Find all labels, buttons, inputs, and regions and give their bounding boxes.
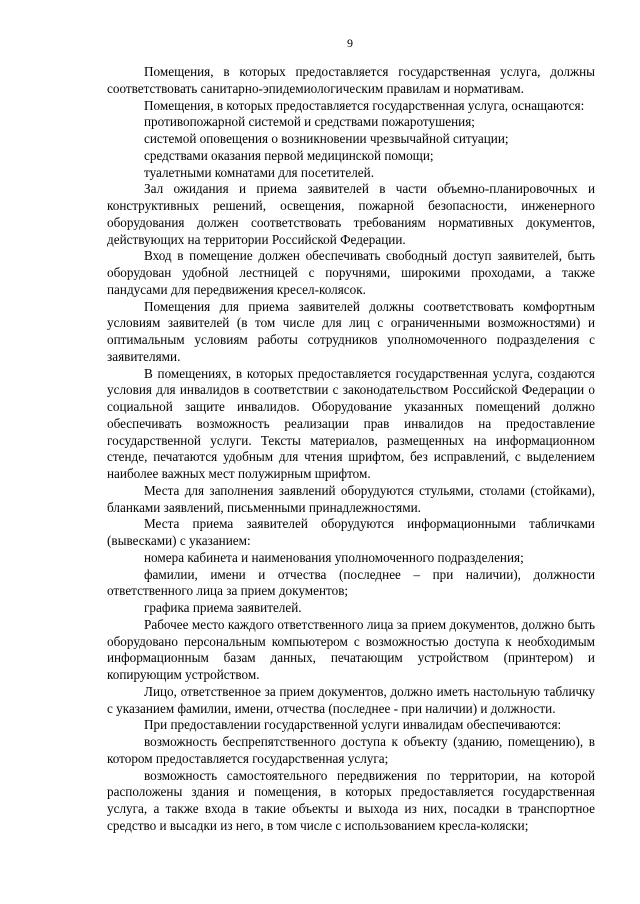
list-item-toilets: туалетными комнатами для посетителей. xyxy=(144,164,374,180)
document-body xyxy=(107,64,595,835)
paragraph-waiting-hall: Зал ожидания и приема заявителей в части объемно-планировочных и конструктивных решений, освещения, пожарной безопасности, инженерного оборудования должен соответствовать требованиям нормативных документов, действующих на территории Российской Федерации. xyxy=(107,181,595,247)
document-page xyxy=(107,36,595,835)
paragraph-disabled-conditions: В помещениях, в которых предоставляется государственная услуга, создаются условия для инвалидов в соответствии с законодательством Российской Федерации о социальной защите инвалидов. Оборудование указанных помещений должно обеспечивать возможность реализации прав инвалидов на предоставление государственной услуги. Тексты материалов, размещенных на информационном стенде, печатаются удобным для чтения шрифтом, без исправлений, с выделением наиболее важных мест полужирным шрифтом. xyxy=(107,365,595,481)
paragraph-reception-rooms: Помещения для приема заявителей должны соответствовать комфортным условиям заявителей (в том числе для лиц с ограниченными возможностями) и оптимальным условиям работы сотрудников уполномоченного подразделения с заявителями. xyxy=(107,298,595,364)
paragraph-entrance: Вход в помещение должен обеспечивать свободный доступ заявителей, быть оборудован удобной лестницей с поручнями, широкими проходами, а также пандусами для передвижения кресел-колясок. xyxy=(107,248,595,297)
list-item-first-aid: средствами оказания первой медицинской помощи; xyxy=(144,147,434,163)
list-item-schedule: графика приема заявителей. xyxy=(144,600,302,615)
paragraph-desk-sign: Лицо, ответственное за прием документов, должно иметь настольную табличку с указанием фамилии, имени, отчества (последнее - при наличии) и должности. xyxy=(107,683,595,716)
paragraph-info-signs-intro: Места приема заявителей оборудуются информационными табличками (вывесками) с указанием: xyxy=(107,516,595,548)
list-item-independent-movement: возможность самостоятельного передвижения по территории, на которой расположены здания и помещения, в которых предоставляется государственная услуга, а также входа в такие объекты и выхода из них, посадки в транспортное средство и высадки из него, в том числе с использованием кресла-коляски; xyxy=(107,767,595,833)
page-number: 9 xyxy=(347,36,353,50)
list-item-office-number: номера кабинета и наименования уполномоченного подразделения; xyxy=(144,549,524,565)
paragraph-workplace: Рабочее место каждого ответственного лица за прием документов, должно быть оборудовано персональным компьютером с возможностью доступа к необходимым информационным базам данных, печатающим устройством (принтером) и копирующим устройством. xyxy=(107,616,595,682)
list-item-fire-system: противопожарной системой и средствами пожаротушения; xyxy=(144,114,475,130)
paragraph-form-filling-places: Места для заполнения заявлений оборудуются стульями, столами (стойками), бланками заявлений, письменными принадлежностями. xyxy=(107,482,595,515)
list-item-alert-system: системой оповещения о возникновении чрезвычайной ситуации; xyxy=(144,131,509,146)
list-item-unobstructed-access: возможность беспрепятственного доступа к объекту (зданию, помещению), в котором предоставляется государственная услуга; xyxy=(107,734,595,766)
paragraph-disabled-provisions-intro: При предоставлении государственной услуги инвалидам обеспечиваются: xyxy=(144,717,562,733)
list-item-responsible-person: фамилии, имени и отчества (последнее – при наличии), должности ответственного лица за прием документов; xyxy=(107,566,595,599)
paragraph-sanitary-rules: Помещения, в которых предоставляется государственная услуга, должны соответствовать санитарно-эпидемиологическим правилам и нормативам. xyxy=(107,64,595,96)
paragraph-equipment-intro: Помещения, в которых предоставляется государственная услуга, оснащаются: xyxy=(144,97,585,113)
